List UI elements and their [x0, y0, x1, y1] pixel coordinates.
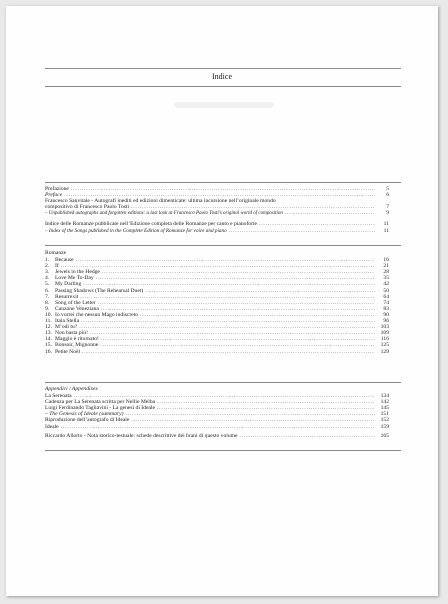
title-rule	[45, 86, 401, 87]
toc-entry-page: 129	[380, 348, 389, 355]
toc-entry-title: Canzone Veneziana	[55, 305, 99, 312]
toc-entry-page: 152	[380, 417, 389, 424]
toc-entry-page: 35	[383, 275, 389, 282]
toc-entry-number: 8.	[45, 299, 50, 306]
toc-entry-romanza[interactable]	[45, 349, 389, 355]
toc-entry-page: 151	[380, 411, 389, 418]
toc-entry-page: 159	[380, 423, 389, 430]
toc-entry-index-songs[interactable]	[45, 228, 389, 234]
toc-entry-title: Bonsoir, Mignonne	[55, 342, 99, 349]
toc-entry-title: Io vorrei che nessun Mago indiscreto	[55, 311, 139, 318]
toc-entry-page: 125	[380, 342, 389, 349]
toc-entry-page: 21	[383, 263, 389, 270]
toc-top-rule	[45, 182, 401, 183]
toc-entry-title: Love Me To-Day	[55, 275, 94, 282]
toc-entry-title: Riccardo Allorto - Nota storico-testuale: schede descrittive dei brani di questo volume	[45, 432, 238, 439]
toc-entry-number: 6.	[45, 287, 50, 294]
toc-entry-title: Jewels in the Hedge	[55, 269, 100, 276]
toc-entry-page: 90	[383, 311, 389, 318]
toc-entry-number: 1.	[45, 257, 50, 264]
toc-entry-page: 50	[383, 287, 389, 294]
toc-entry-title: Preface	[45, 192, 63, 199]
dot-leader	[61, 424, 375, 430]
toc-entry-title: La Serenata	[45, 393, 72, 400]
dot-leader	[239, 433, 375, 439]
toc-entry-page: 74	[383, 299, 389, 306]
appendici-rule	[45, 382, 401, 383]
toc-entry-page: 5	[386, 186, 389, 192]
toc-entry-title: Non basta più!	[55, 330, 88, 337]
romanze-list	[45, 257, 389, 355]
toc-entry-title: My Darling	[55, 281, 82, 288]
toc-entry-title: M’odi tu?	[55, 324, 78, 331]
toc-entry-number: 12.	[45, 324, 52, 331]
toc-entry-page: 116	[380, 336, 389, 343]
page-title: Indice	[212, 72, 232, 81]
toc-entry-page: 142	[380, 399, 389, 406]
toc-entry-number: 2.	[45, 263, 50, 270]
toc-entry-title: – The Genesis of Ideale (summary)	[45, 411, 124, 418]
toc-entry-number: 9.	[45, 305, 50, 312]
romanze-section	[45, 250, 389, 355]
toc-entry-title: Petite Noël	[55, 348, 81, 355]
toc-entry-page: 134	[380, 393, 389, 400]
toc-entry-title: Resurrexit	[55, 293, 79, 300]
scan-smudge	[174, 102, 274, 108]
toc-entry-appendice[interactable]	[45, 424, 389, 430]
toc-entry-page: 11	[383, 221, 389, 228]
toc-entry-page: 165	[380, 432, 389, 439]
table-of-contents	[45, 186, 389, 234]
toc-entry-title: Indice delle Romanze pubblicate nell’Edizione completa delle Romanze per canto e pianoforte	[45, 221, 258, 228]
toc-entry-number: 4.	[45, 275, 50, 282]
toc-entry-title-line1: Francesco Sanvitale - Autografi inediti ed edizioni dimenticate: ultima incursione nell’originale mondo	[45, 198, 276, 205]
toc-entry-allorto[interactable]	[45, 433, 389, 439]
dot-leader	[82, 349, 375, 355]
toc-entry-title: Maggio è ritornato!	[55, 336, 99, 343]
toc-entry-sanvitale-english[interactable]	[45, 210, 389, 217]
dot-leader	[229, 228, 375, 234]
toc-entry-page: 28	[383, 269, 389, 276]
toc-entry-page: 11	[383, 227, 389, 234]
bottom-rule	[45, 450, 401, 451]
toc-entry-number: 14.	[45, 336, 52, 343]
toc-entry-number: 7.	[45, 293, 50, 300]
document-page	[6, 6, 438, 596]
toc-entry-page: 83	[383, 305, 389, 312]
toc-entry-title: Cadenza per La Serenata scritta per Nellie Melba	[45, 399, 156, 406]
toc-entry-page: 16	[383, 257, 389, 264]
toc-entry-number: 15.	[45, 342, 52, 349]
toc-entry-title-line2: compositivo di Francesco Paolo Tosti	[45, 204, 130, 211]
dot-leader	[285, 210, 375, 216]
toc-entry-title: Passing Shadows (The Rehearsal Duet)	[55, 287, 144, 294]
toc-entry-title: Song of the Letter	[55, 299, 96, 306]
toc-entry-page: 6	[386, 192, 389, 199]
toc-entry-sanvitale[interactable]	[45, 198, 389, 210]
toc-entry-number: 10.	[45, 311, 52, 318]
toc-entry-title: Itala Stella	[55, 318, 80, 325]
toc-entry-title: Ideale	[45, 423, 59, 430]
appendici-list	[45, 393, 389, 430]
toc-entry-page: 109	[380, 330, 389, 337]
toc-entry-title: – Index of the Songs published in the Complete Edition of Romanze for voice and piano	[45, 227, 227, 234]
romanze-rule	[45, 245, 401, 246]
toc-entry-page: 96	[383, 318, 389, 325]
toc-entry-page: 64	[383, 293, 389, 300]
toc-entry-page: 103	[380, 324, 389, 331]
top-rule	[45, 68, 401, 69]
section-heading-romanze: Romanze	[45, 250, 67, 256]
toc-entry-title: Riproduzione dell’autografo di Ideale	[45, 417, 130, 424]
section-heading-appendici: Appendici / Appendixes	[45, 386, 98, 392]
toc-entry-page: 7	[386, 204, 389, 211]
toc-entry-number: 16.	[45, 348, 52, 355]
toc-entry-title: – Unpublished autographs and forgotten editions: a last look at Francesco Paolo Tosti’s original world of composition	[45, 211, 283, 217]
toc-entry-number: 5.	[45, 281, 50, 288]
toc-entry-title: Luigi Ferdinando Tagliavini - La genesi di Ideale	[45, 405, 155, 412]
toc-entry-title: Because	[55, 257, 74, 264]
toc-entry-number: 13.	[45, 330, 52, 337]
toc-entry-page: 42	[383, 281, 389, 288]
toc-entry-page: 9	[386, 210, 389, 217]
appendici-section	[45, 386, 389, 439]
toc-entry-title: Prefazione	[45, 186, 69, 192]
toc-entry-page: 145	[380, 405, 389, 412]
toc-entry-number: 3.	[45, 269, 50, 276]
toc-entry-number: 11.	[45, 318, 52, 325]
toc-entry-title: If	[55, 263, 59, 270]
